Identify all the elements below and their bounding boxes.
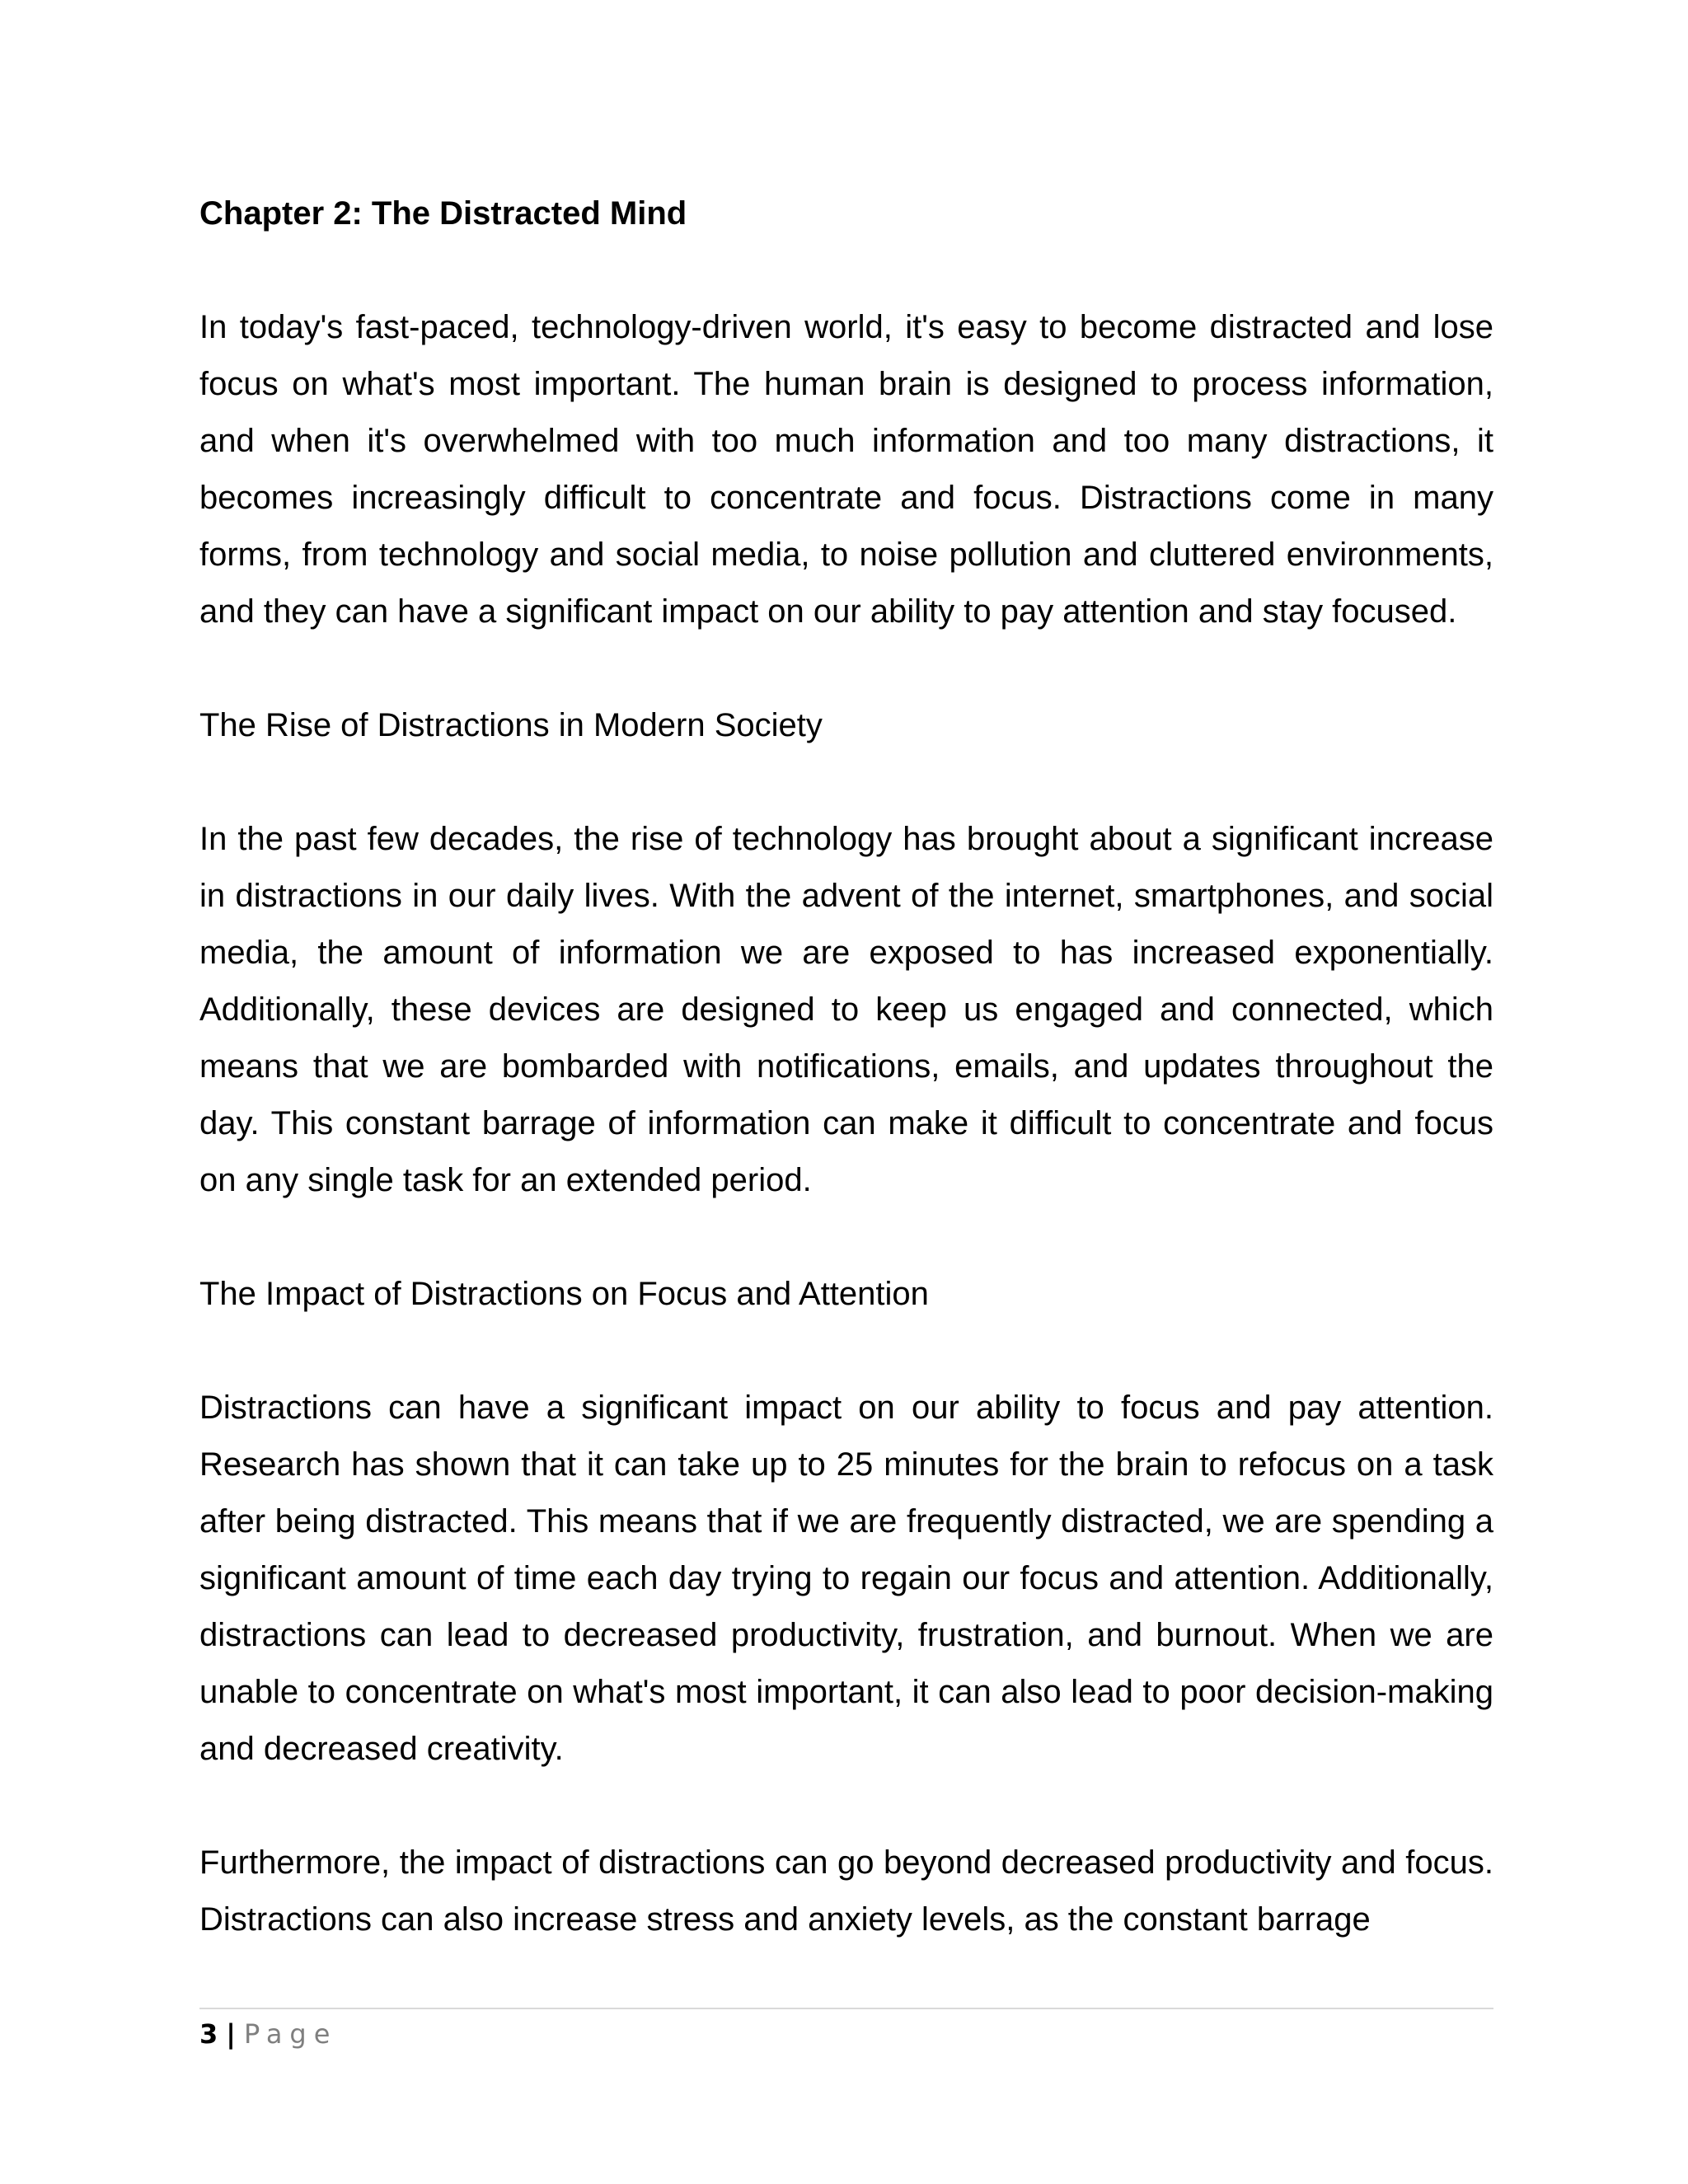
footer-divider	[199, 2008, 1493, 2009]
section-heading-rise: The Rise of Distractions in Modern Society	[199, 707, 823, 743]
furthermore-paragraph: Furthermore, the impact of distractions can go beyond decreased productivity and focus. Distractions can also increase stress and anxiety levels, as the constant barrage	[199, 1844, 1493, 1938]
page-content	[199, 185, 1493, 2005]
section-heading-impact: The Impact of Distractions on Focus and Attention	[199, 1276, 929, 1312]
page-separator: |	[226, 2018, 236, 2050]
rise-paragraph: In the past few decades, the rise of technology has brought about a significant increase in distractions in our daily lives. With the advent of the internet, smartphones, and social media, the amount of information we are exposed to has increased exponentially. Additionally, these devices are designed to keep us engaged and connected, which means that we are bombarded with notifications, emails, and updates throughout the day. This constant barrage of information can make it difficult to concentrate and focus on any single task for an extended period.	[199, 821, 1493, 1198]
page-footer	[199, 2008, 1493, 2052]
page-number: 3	[199, 2018, 218, 2050]
impact-paragraph: Distractions can have a significant impact on our ability to focus and pay attention. Research has shown that it can take up to 25 minutes for the brain to refocus on a task after being distracted. This means that if we are frequently distracted, we are spending a significant amount of time each day trying to regain our focus and attention. Additionally, distractions can lead to decreased productivity, frustration, and burnout. When we are unable to concentrate on what's most important, it can also lead to poor decision-making and decreased creativity.	[199, 1390, 1493, 1767]
intro-paragraph: In today's fast-paced, technology-driven world, it's easy to become distracted and lose focus on what's most important. The human brain is designed to process information, and when it's overwhelmed with too much information and too many distractions, it becomes increasingly difficult to concentrate and focus. Distractions come in many forms, from technology and social media, to noise pollution and cluttered environments, and they can have a significant impact on our ability to pay attention and stay focused.	[199, 309, 1493, 630]
page-indicator	[199, 2016, 1493, 2052]
chapter-title: Chapter 2: The Distracted Mind	[199, 195, 687, 232]
page-label: Page	[243, 2018, 338, 2050]
